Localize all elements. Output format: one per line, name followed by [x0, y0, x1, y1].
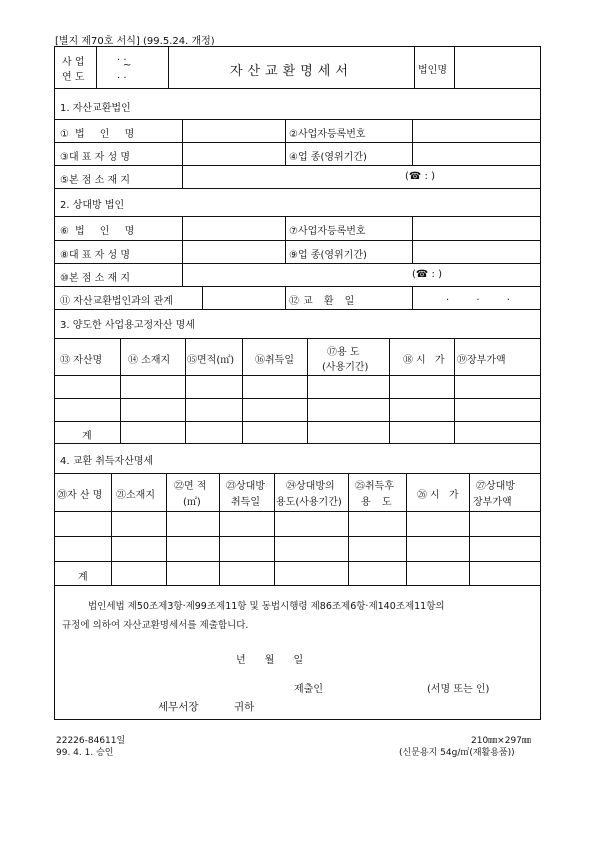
divider — [307, 338, 308, 443]
divider — [389, 338, 390, 443]
divider — [54, 585, 541, 586]
col4-other-book: ㉗상대방 — [476, 481, 515, 492]
year-label-2: 연 도 — [62, 72, 85, 83]
col-usage-period: (사용기간) — [322, 362, 369, 373]
period-tilde: ~ — [123, 60, 132, 71]
divider — [54, 338, 541, 339]
divider — [454, 46, 455, 88]
col4-location: ㉑소재지 — [116, 490, 155, 501]
divider — [412, 119, 413, 165]
divider — [406, 473, 407, 585]
divider — [54, 511, 541, 512]
section2-heading: 2. 상대방 법인 — [60, 200, 125, 211]
declaration-line2: 규정에 의하여 자산교환명세서를 제출합니다. — [62, 620, 249, 631]
col4-post-usage-2: 용 도 — [361, 497, 396, 508]
divider — [285, 119, 286, 165]
divider — [54, 188, 541, 189]
divider — [285, 216, 286, 263]
divider — [54, 165, 541, 166]
col4-other-usage: ㉔상대방의 — [286, 481, 335, 492]
col4-asset-name: ⑳자 산 명 — [57, 490, 103, 501]
other-ceo-name-label: ⑧대 표 자 성 명 — [60, 250, 130, 261]
col4-book-value: 장부가액 — [473, 497, 512, 508]
divider — [54, 88, 541, 89]
divider — [96, 46, 97, 88]
divider — [54, 309, 541, 310]
divider — [185, 338, 186, 443]
exchange-date-value: . . . — [446, 292, 522, 303]
divider — [54, 443, 541, 444]
section4-heading: 4. 교환 취득자산명세 — [60, 456, 154, 467]
form-label: [별지 제70호 서식] (99.5.24. 개정) — [55, 36, 215, 47]
divider — [111, 473, 112, 585]
col-market-price: ⑱시 가 — [403, 355, 448, 366]
submitter-label: 제출인 — [294, 684, 323, 695]
sign-label: (서명 또는 인) — [427, 684, 490, 695]
divider — [54, 473, 541, 474]
divider — [54, 421, 541, 422]
divider — [414, 46, 415, 88]
col-location: ⑭ 소재지 — [128, 355, 171, 366]
exchange-date-label: ⑫교 환 일 — [289, 296, 359, 307]
footer-approval: 99. 4. 1. 승인 — [56, 748, 114, 758]
phone-field: (☎ : ) — [405, 171, 435, 182]
col4-area-unit: (㎡) — [183, 497, 201, 508]
relationship-label: ⑪ 자산교환법인과의 관계 — [60, 296, 173, 307]
industry-label: ④업 종(영위기간) — [289, 152, 367, 163]
total-label-2: 계 — [78, 572, 88, 583]
divider — [469, 473, 470, 585]
footer-code: 22226-84611일 — [56, 736, 126, 746]
divider — [412, 216, 413, 263]
divider — [182, 216, 183, 286]
divider — [348, 473, 349, 585]
col4-market-price: ㉖시 가 — [417, 490, 462, 501]
other-industry-label: ⑨업 종(영위기간) — [289, 250, 367, 261]
year-label-1: 사 업 — [62, 57, 85, 68]
col-acquired-date: ⑯취득일 — [255, 355, 294, 366]
ceo-name-label: ③대 표 자 성 명 — [60, 152, 130, 163]
footer-size: 210㎜×297㎜ — [471, 736, 531, 746]
divider — [242, 338, 243, 443]
page-title: 자산교환명세서 — [230, 64, 353, 79]
divider — [168, 46, 169, 88]
declaration-line1: 법인세법 제50조제3항·제99조제11항 및 동법시행령 제86조제6항·제140조제11항의 — [88, 601, 445, 612]
col4-acquired-date: 취득일 — [231, 497, 260, 508]
other-hq-address-label: ⑩본 점 소 재 지 — [60, 273, 130, 284]
divider — [166, 473, 167, 585]
period-from: . . — [117, 52, 127, 63]
divider — [202, 286, 203, 309]
col4-usage-period: 용도(사용기간) — [276, 497, 342, 508]
col4-post-usage: ㉕취득후 — [355, 481, 394, 492]
corp-name-label: 법인명 — [418, 65, 447, 76]
divider — [54, 536, 541, 537]
divider — [54, 561, 541, 562]
col4-other-party: ㉓상대방 — [226, 481, 265, 492]
col-usage: ⑰용 도 — [327, 347, 360, 358]
col-asset-name: ⑬ 자산명 — [60, 355, 103, 366]
footer-paper: (신문용지 54g/㎡(재활용품)) — [399, 748, 515, 758]
divider — [120, 338, 121, 443]
hq-address-label: ⑤본 점 소 재 지 — [60, 175, 130, 186]
divider — [454, 338, 455, 443]
divider — [274, 473, 275, 585]
period-to: . . — [117, 70, 127, 81]
biz-reg-label: ②사업자등록번호 — [289, 129, 366, 140]
other-biz-reg-label: ⑦사업자등록번호 — [289, 226, 366, 237]
divider — [54, 240, 541, 241]
divider — [54, 142, 541, 143]
recipient-office: 세무서장 — [158, 701, 199, 713]
other-phone-field: (☎ : ) — [412, 269, 442, 280]
corp-name-field-label: ①법 인 명 — [60, 129, 141, 140]
divider — [54, 375, 541, 376]
section1-heading: 1. 자산교환법인 — [60, 103, 131, 114]
other-corp-name-label: ⑥법 인 명 — [60, 226, 141, 237]
total-label: 계 — [82, 431, 92, 442]
divider — [182, 119, 183, 188]
divider — [412, 286, 413, 309]
divider — [54, 119, 541, 120]
col-book-value: ⑲장부가액 — [457, 355, 506, 366]
divider — [219, 473, 220, 585]
section3-heading: 3. 양도한 사업용고정자산 명세 — [60, 320, 195, 331]
date-line: 년 월 일 — [236, 655, 304, 666]
col4-area: ㉒면 적 — [174, 481, 207, 492]
recipient-honorific: 귀하 — [234, 701, 255, 713]
col-area: ⑮면적(㎡) — [187, 355, 235, 366]
divider — [54, 263, 541, 264]
divider — [54, 286, 541, 287]
divider — [54, 216, 541, 217]
divider — [285, 286, 286, 309]
divider — [54, 398, 541, 399]
